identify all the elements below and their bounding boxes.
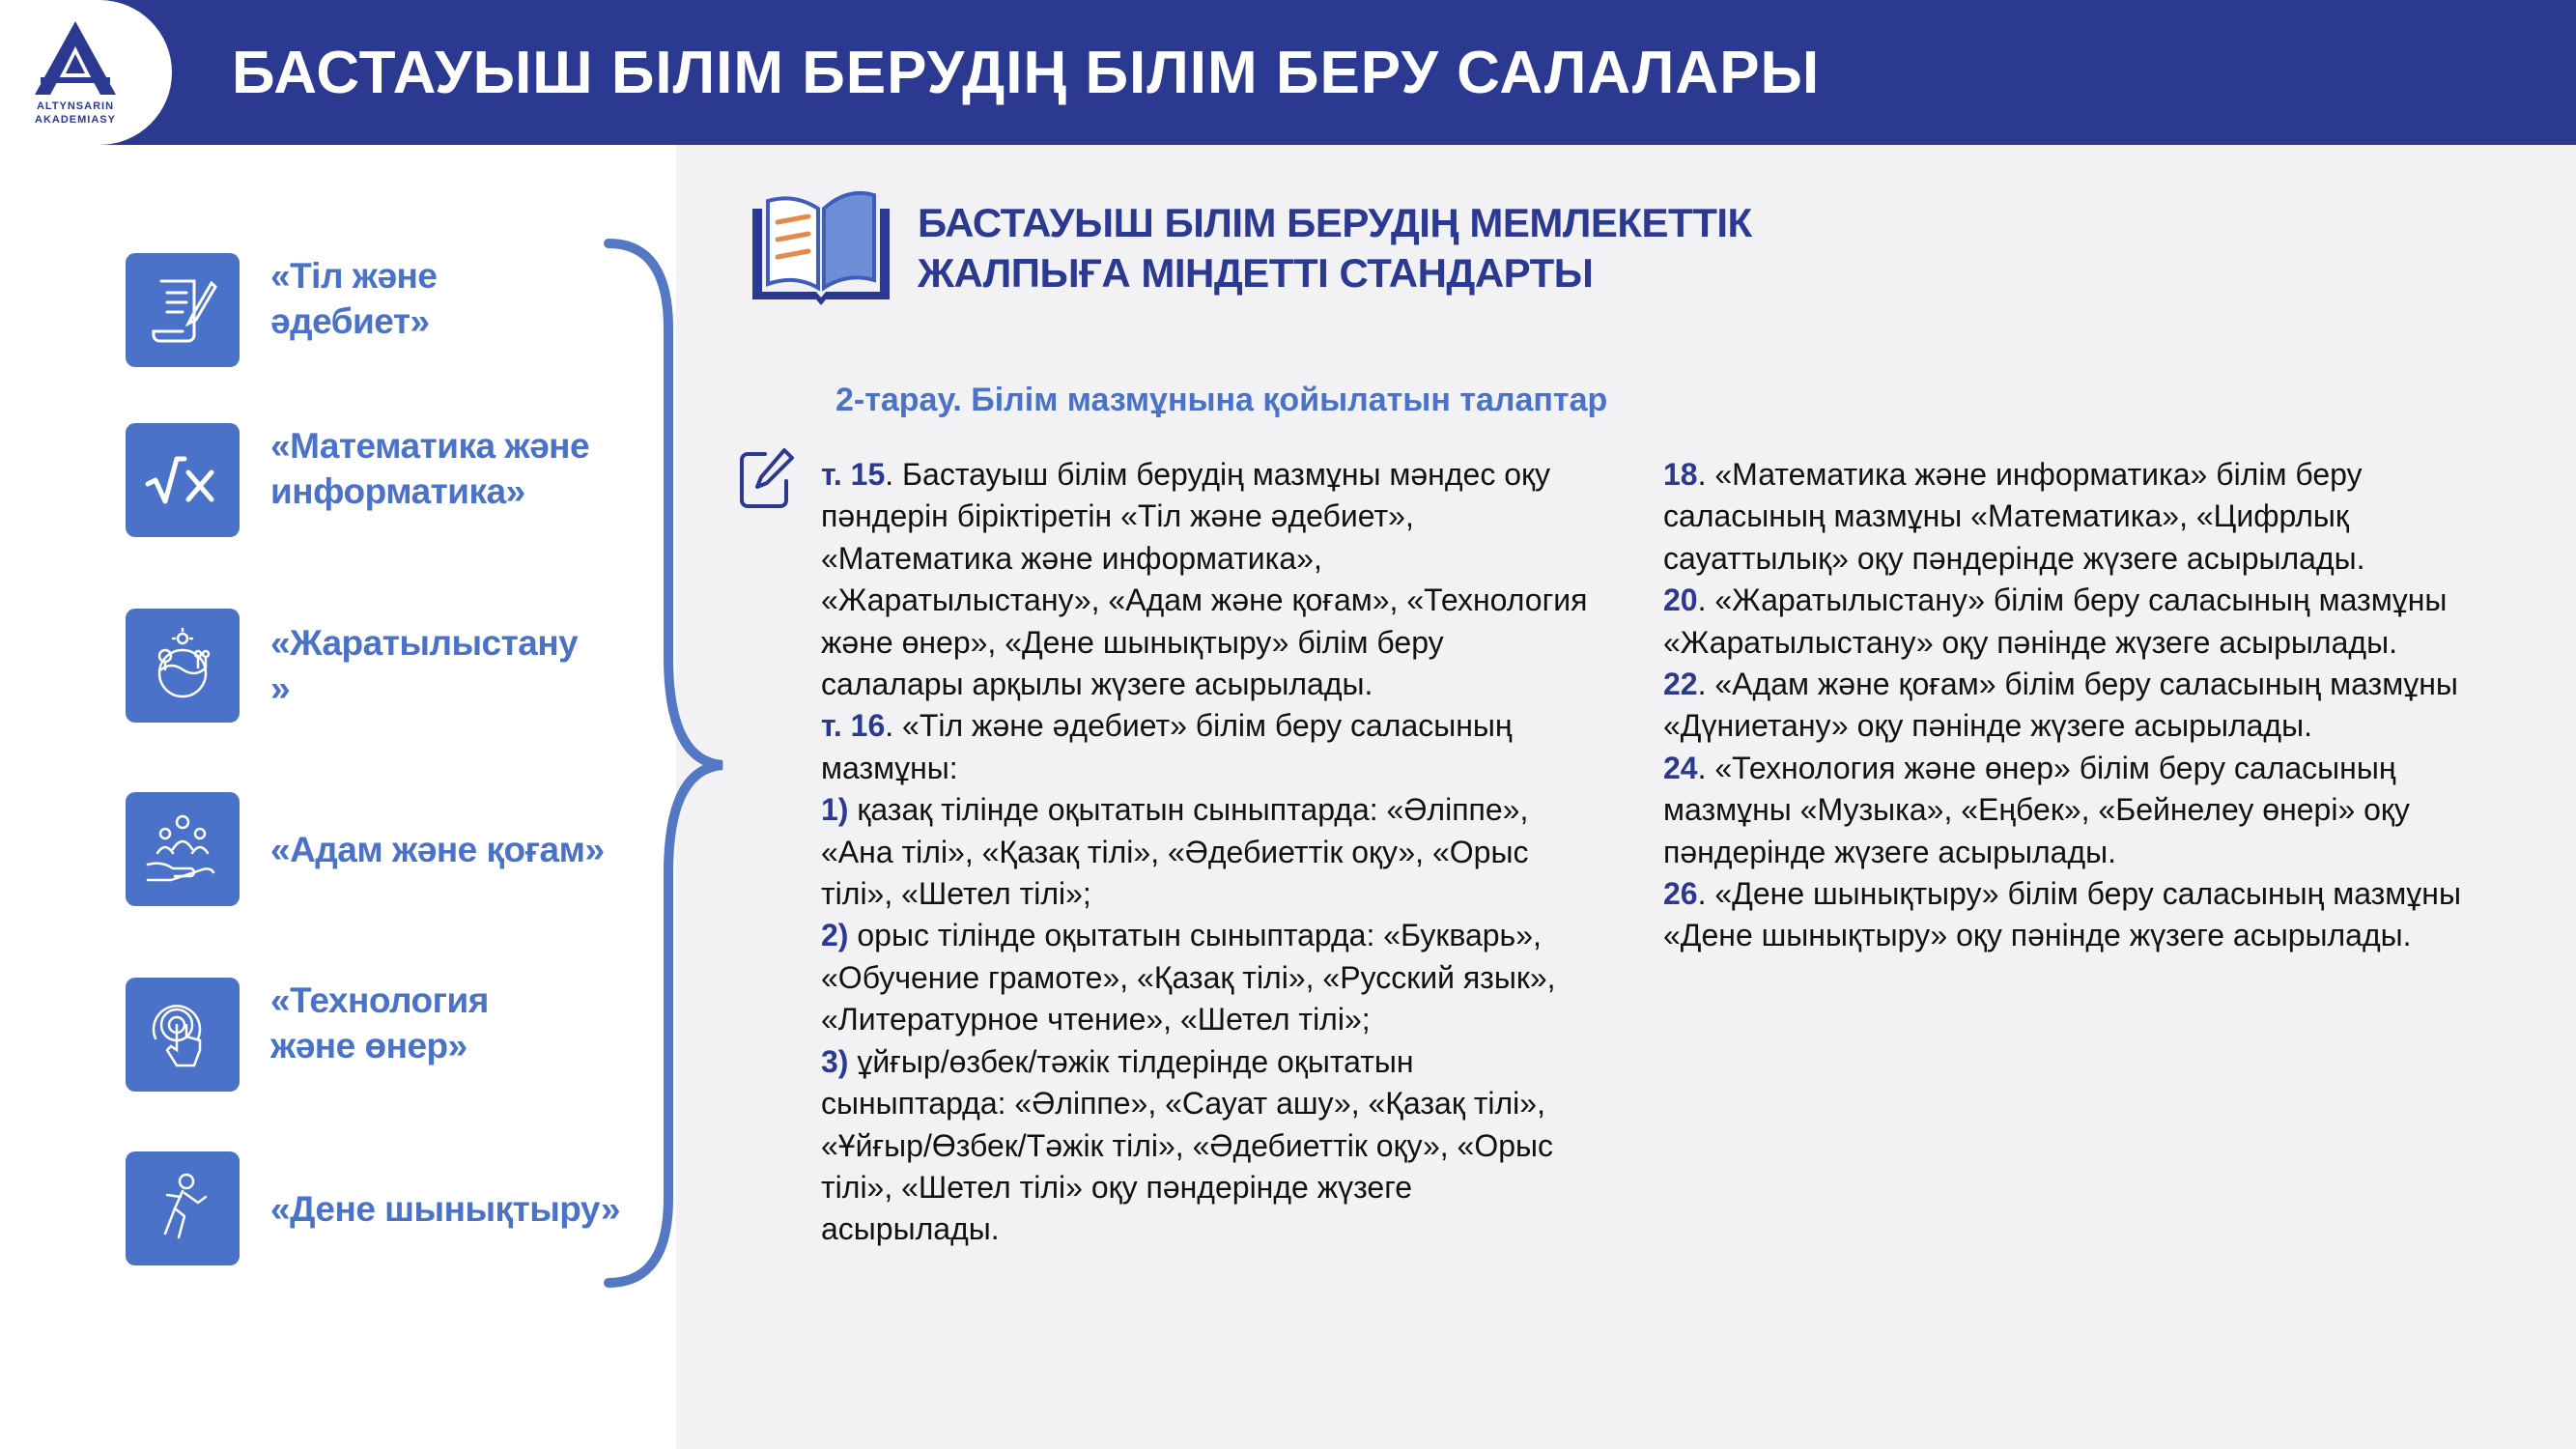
area-label-sport: «Дене шынықтыру» [270, 1189, 620, 1229]
text-column-right [1663, 454, 2533, 957]
area-label-math: «Математика және информатика» [270, 426, 590, 511]
area-icon-box [126, 1151, 240, 1265]
paragraph-18: 18. «Математика және информатика» білім беру саласының мазмұны «Математика», «Цифрлық сауаттылық» оқу пәндерінде жүзеге асырылады. [1663, 457, 2365, 576]
standard-title: БАСТАУЫШ БІЛІМ БЕРУДІҢ МЕМЛЕКЕТТІК ЖАЛПЫҒА МІНДЕТТІ СТАНДАРТЫ [918, 200, 1752, 296]
section-title: 2-тарау. Білім мазмұнына қойылатын талаптар [835, 382, 1608, 418]
area-icon-box [126, 253, 240, 367]
people-hand-icon [144, 810, 221, 888]
altynsarin-logo-icon [27, 17, 124, 99]
edit-pen-icon [736, 444, 798, 512]
area-icon-box [126, 609, 240, 723]
paragraph-24: 24. «Технология және өнер» білім беру саласының мазмұны «Музыка», «Еңбек», «Бейнелеу өнері» оқу пәндерінде жүзеге асырылады. [1663, 750, 2410, 869]
paragraph-t16: т. 16. «Тіл және әдебиет» білім беру саласының мазмұны: [821, 708, 1513, 785]
logo [0, 0, 172, 145]
area-icon-box [126, 978, 240, 1092]
area-label-nature: «Жаратылыстану » [270, 623, 579, 708]
paragraph-20: 20. «Жаратылыстану» білім беру саласының мазмұны «Жаратылыстану» оқу пәнінде жүзеге асырылады. [1663, 582, 2448, 660]
area-label-technology: «Технология және өнер» [270, 980, 489, 1065]
scroll-pen-icon [144, 271, 221, 349]
header-bar [0, 0, 2576, 145]
text-column-left [821, 454, 1594, 1251]
math-sqrt-icon [144, 441, 221, 519]
paragraph-item-2: 2) орыс тілінде оқытатын сыныптарда: «Букварь», «Обучение грамоте», «Қазақ тілі», «Русский язык», «Литературное чтение», «Шетел тілі»; [821, 918, 1556, 1037]
paragraph-item-3: 3) ұйғыр/өзбек/тәжік тілдерінде оқытатын сыныптарда: «Әліппе», «Сауат ашу», «Қазақ тілі», «Ұйғыр/Өзбек/Тәжік тілі», «Әдебиеттік оқу», «Орыс тілі», «Шетел тілі» оқу пәндерінде жүзеге асырылады. [821, 1043, 1554, 1247]
paragraph-item-1: 1) қазақ тілінде оқытатын сыныптарда: «Әліппе», «Ана тілі», «Қазақ тілі», «Әдебиеттік оқу», «Орыс тілі», «Шетел тілі»; [821, 792, 1529, 912]
paragraph-26: 26. «Дене шынықтыру» білім беру саласының мазмұны «Дене шынықтыру» оқу пәнінде жүзеге асырылады. [1663, 876, 2461, 953]
area-icon-box [126, 792, 240, 906]
area-label-language: «Тіл және әдебиет» [270, 256, 438, 341]
open-book-icon [749, 184, 893, 309]
logo-text-line1: ALTYNSARIN [36, 100, 115, 112]
area-label-society: «Адам және қоғам» [270, 830, 605, 869]
paragraph-22: 22. «Адам және қоғам» білім беру саласының мазмұны «Дүниетану» оқу пәнінде жүзеге асырылады. [1663, 667, 2458, 744]
page-title: БАСТАУЫШ БІЛІМ БЕРУДІҢ БІЛІМ БЕРУ САЛАЛАРЫ [232, 40, 1821, 106]
globe-nature-icon [144, 627, 221, 704]
paragraph-t15: т. 15. Бастауыш білім берудің мазмұны мәндес оқу пәндерін біріктіретін «Тіл және әдебиет», «Математика және информатика», «Жаратылыстану», «Адам және қоғам», «Технология және өнер», «Дене шынықтыру» білім беру салалары арқылы жүзеге асырылады. [821, 457, 1588, 702]
athlete-icon [144, 1170, 221, 1247]
curly-brace [580, 232, 724, 1294]
touch-tech-icon [144, 996, 221, 1073]
logo-text-line2: AKADEMIASY [35, 114, 116, 126]
area-icon-box [126, 423, 240, 537]
